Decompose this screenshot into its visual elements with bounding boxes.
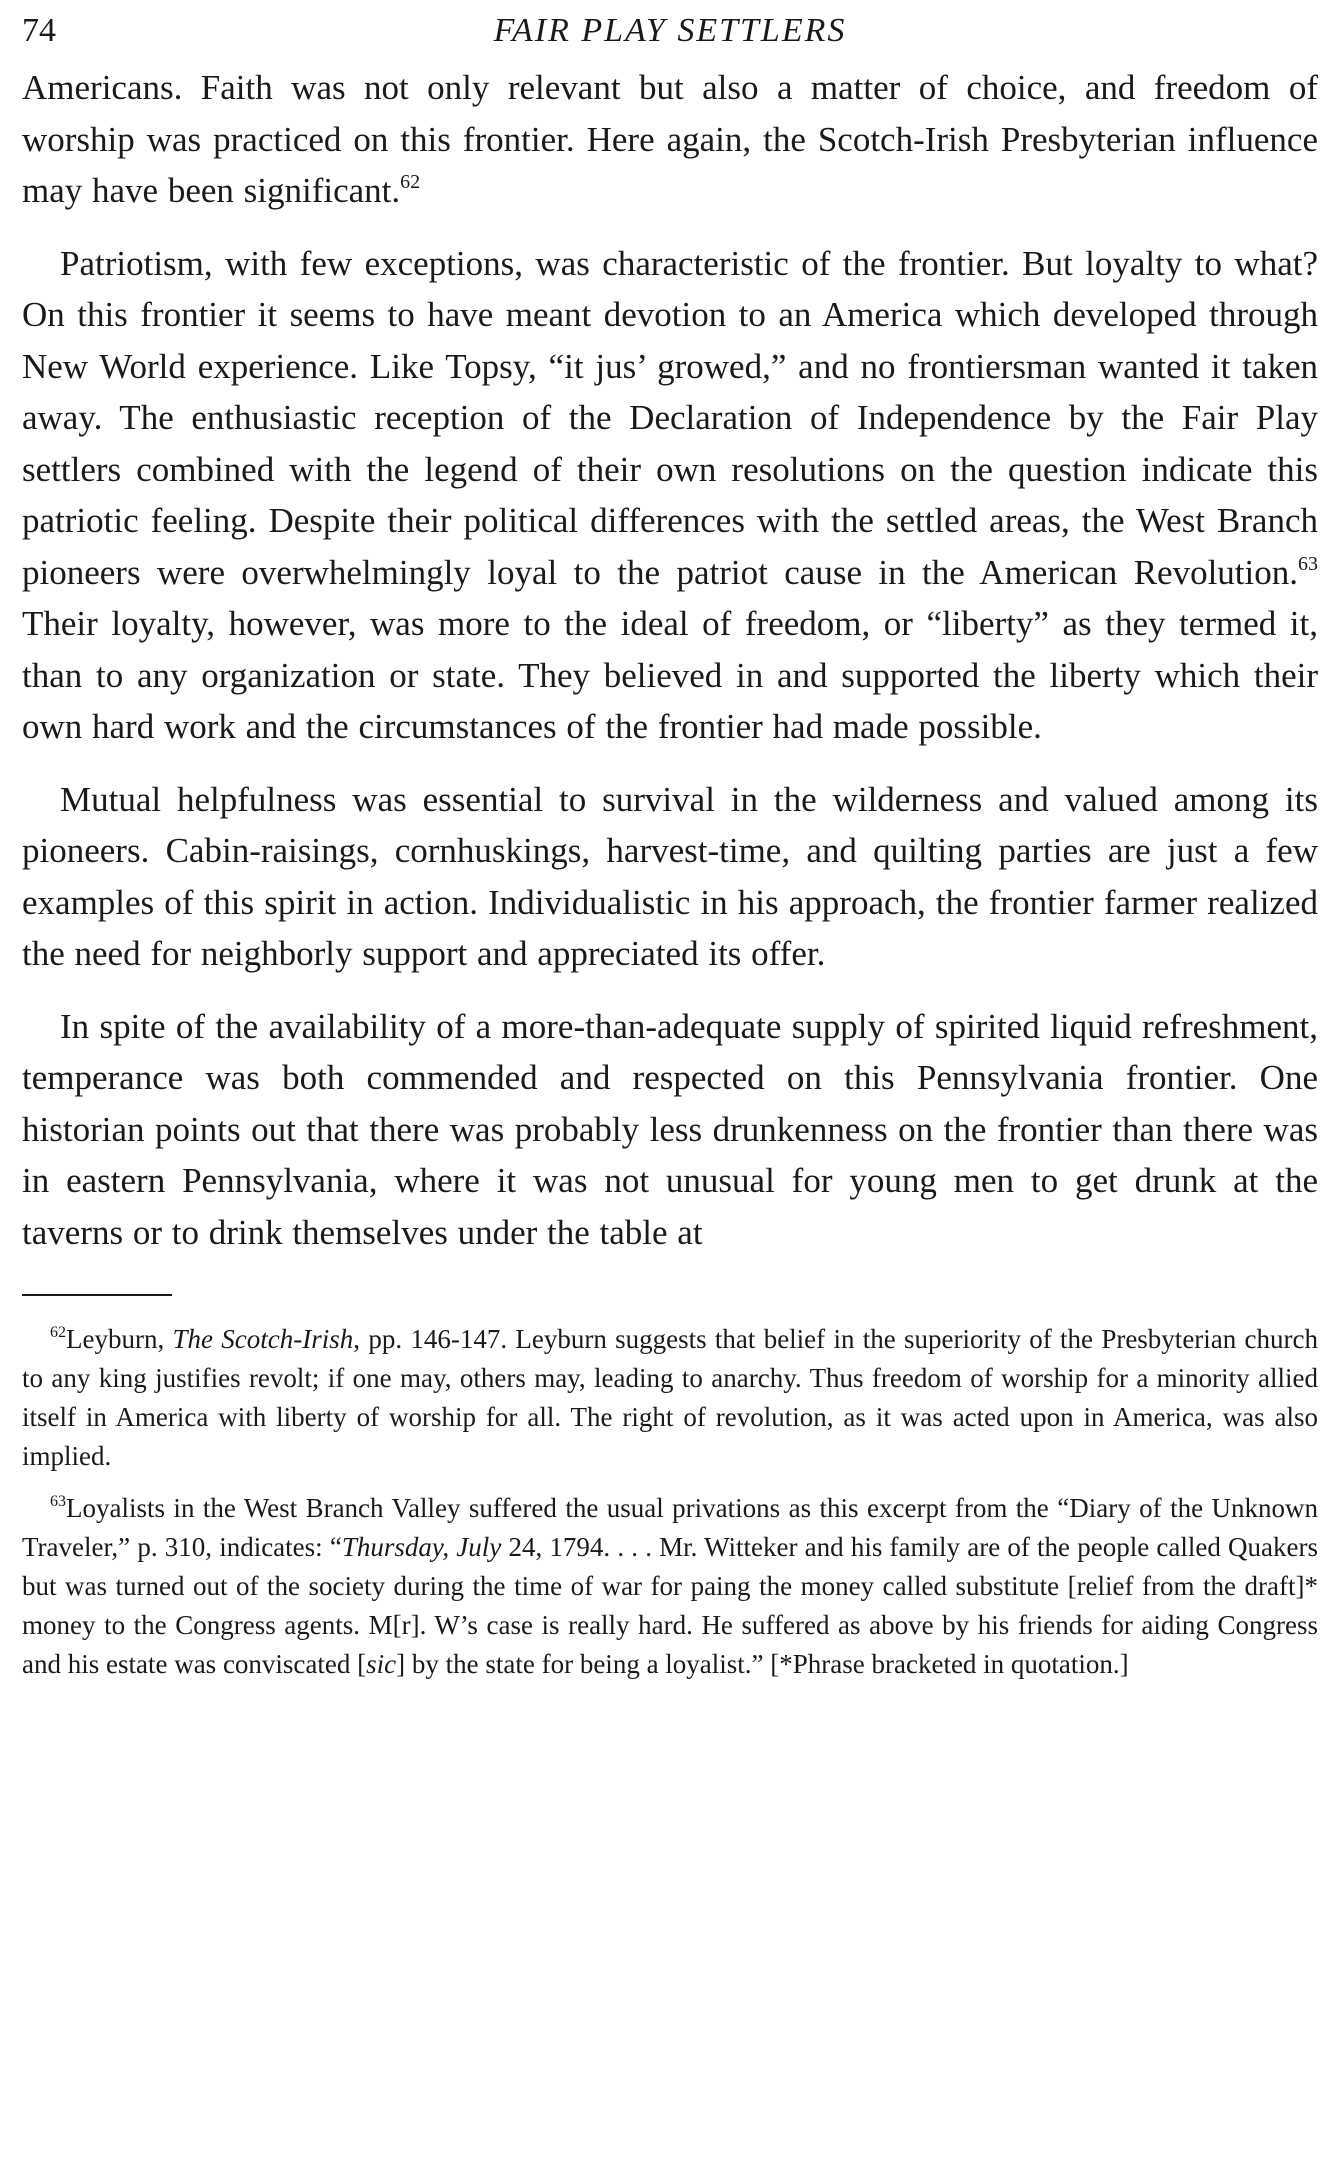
paragraph-2 <box>22 238 1318 753</box>
running-head <box>22 6 1318 62</box>
footnote-62-text: , pp. 146-147. Leyburn suggests that belief in the superiority of the Presbyterian church to any king justifies revolt; if one may, others may, leading to anarchy. Thus freedom of worship for a minority allied itself in America with liberty of worship for all. The right of revolution, as it was acted upon in America, was also implied. <box>22 1324 1319 1471</box>
footnote-63-marker: 63 <box>50 1493 66 1510</box>
footnote-ref-62[interactable]: 62 <box>400 171 421 193</box>
book-page <box>22 6 1318 1697</box>
paragraph-4: In spite of the availability of a more-than-adequate supply of spirited liquid refreshment, temperance was both commended and respected on this Pennsylvania frontier. One historian points out that there was probably less drunkenness on the frontier than there was in eastern Pennsylvania, where it was not unusual for young men to get drunk at the taverns or to drink themselves under the table at <box>22 1006 1318 1252</box>
footnote-63-text-c: ] by the state for being a loyalist.” [*Phrase bracketed in quotation.] <box>396 1649 1129 1679</box>
footnote-63-sic: sic <box>366 1649 397 1679</box>
footnote-divider <box>22 1294 172 1296</box>
footnote-62 <box>22 1320 1318 1476</box>
paragraph-2-text-a: Patriotism, with few exceptions, was characteristic of the frontier. But loyalty to what? On this frontier it seems to have meant devotion to an America which developed through New World experience. Like Topsy, “it jus’ growed,” and no frontiersman wanted it taken away. The enthusiastic reception of the Declaration of Independence by the Fair Play settlers combined with the legend of their own resolutions on the question indicate this patriotic feeling. Despite their political differences with the settled areas, the West Branch pioneers were overwhelmingly loyal to the patriot cause in the American Revolution. <box>22 243 1318 592</box>
footnote-63 <box>22 1489 1318 1684</box>
footnote-62-work-title: The Scotch-Irish <box>172 1324 354 1354</box>
paragraph-1-text: Americans. Faith was not only relevant but also a matter of choice, and freedom of worship was practiced on this frontier. Here again, the Scotch-Irish Presbyterian influence may have been significant. <box>22 68 1318 210</box>
paragraph-2-text-b: Their loyalty, however, was more to the ideal of freedom, or “liberty” as they termed it, than to any organization or state. They believed in and supported the liberty which their own hard work and the circumstances of the frontier had made possible. <box>22 604 1318 746</box>
footnote-63-text-a: Loyalists in the West Branch Valley suffered the usual privations as this excerpt from the “Diary of the Unknown Traveler,” p. 310, indicates: “ <box>22 1493 1318 1562</box>
paragraph-1 <box>22 62 1318 217</box>
footnote-62-marker: 62 <box>50 1324 66 1341</box>
footnote-62-author: Leyburn, <box>66 1324 173 1354</box>
footnote-63-text-b: 24, 1794. . . . Mr. Witteker and his family are of the people called Quakers but was turned out of the society during the time of war for paing the money called substitute [relief from the draft]* money to the Congress agents. M[r]. W’s case is really hard. He suffered as above by his friends for aiding Congress and his estate was conviscated [ <box>22 1532 1318 1679</box>
footnote-ref-63[interactable]: 63 <box>1298 552 1318 575</box>
footnote-63-date: Thursday, July <box>341 1532 502 1562</box>
running-title: FAIR PLAY SETTLERS <box>493 12 847 49</box>
footnotes <box>22 1320 1318 1684</box>
body-text <box>22 62 1318 1258</box>
paragraph-3: Mutual helpfulness was essential to survival in the wilderness and valued among its pioneers. Cabin-raisings, cornhuskings, harvest-time, and quilting parties are just a few examples of this spirit in action. Individualistic in his approach, the frontier farmer realized the need for neighborly support and appreciated its offer. <box>22 779 1318 973</box>
page-number: 74 <box>22 12 56 49</box>
